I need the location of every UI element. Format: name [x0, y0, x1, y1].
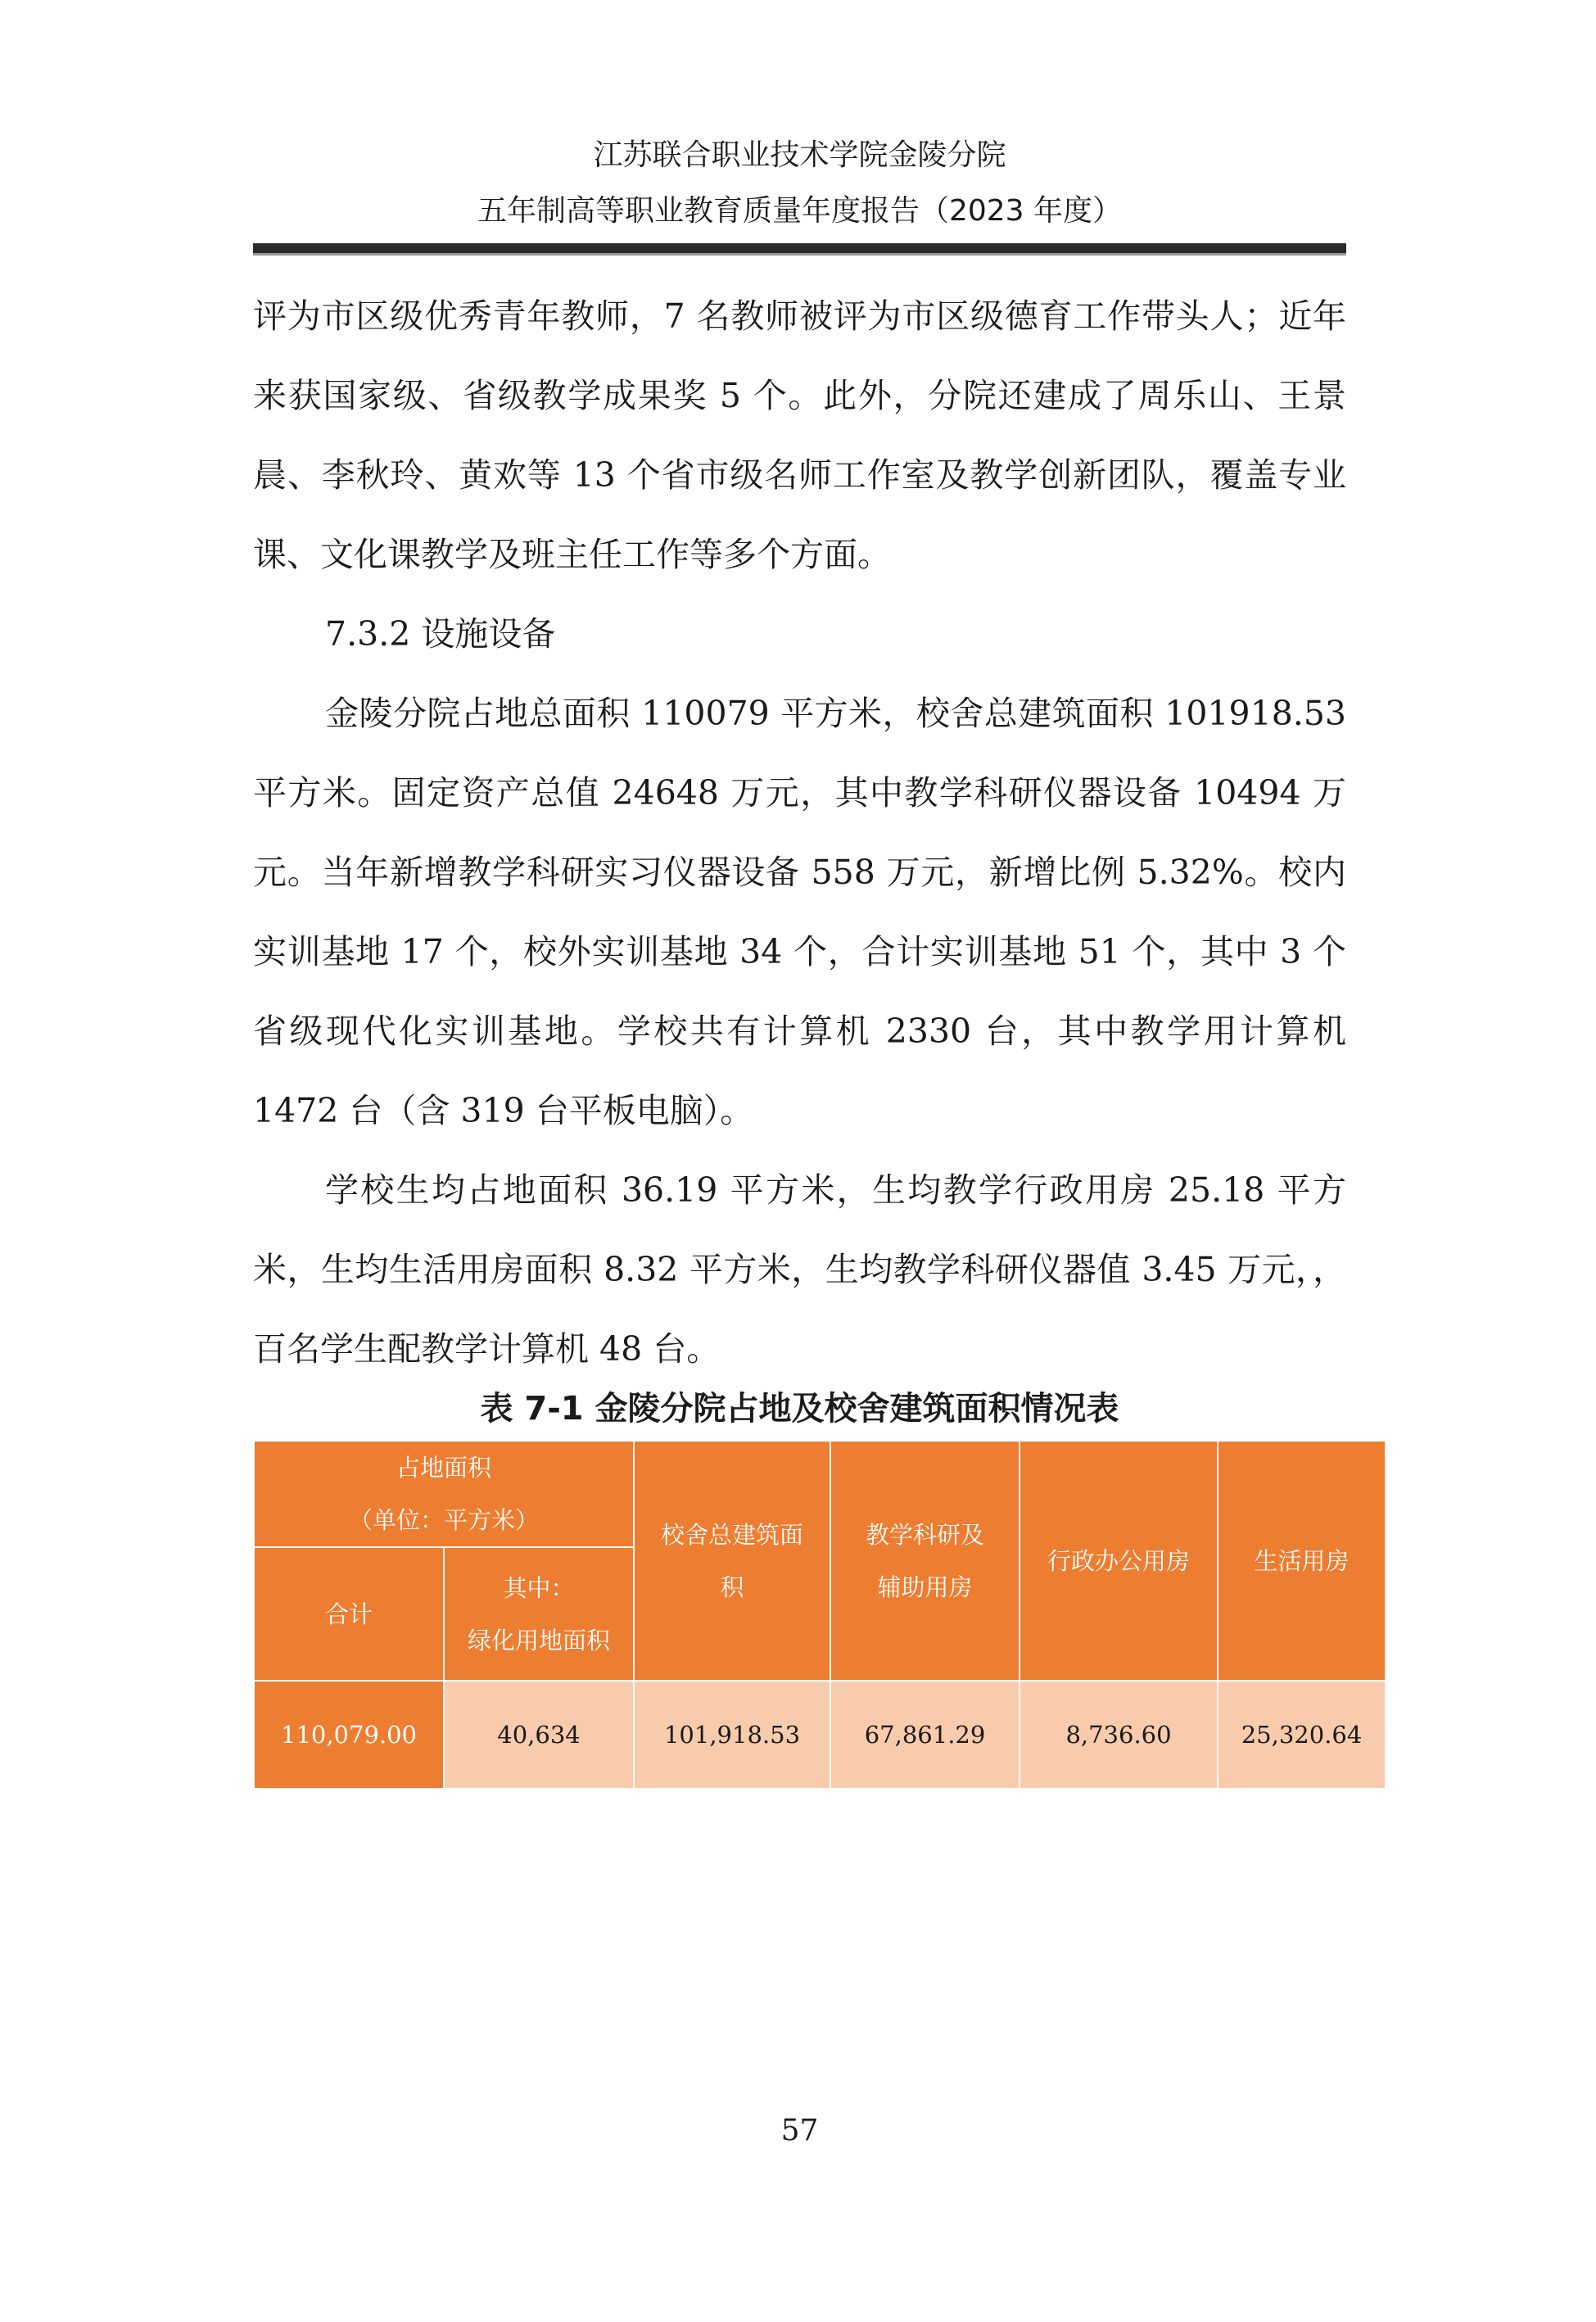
area-table [253, 1440, 1386, 1790]
header-total: 合计 [254, 1547, 444, 1681]
paragraph: 评为市区级优秀青年教师，7 名教师被评为市区级德育工作带头人；近年来获国家级、省级教学成果奖 5 个。此外，分院还建成了周乐山、王景晨、李秋玲、黄欢等 13 个省市级名师工作室及教学创新团队，覆盖专业课、文化课教学及班主任工作等多个方面。 [253, 296, 1346, 574]
header-report-title: 五年制高等职业教育质量年度报告（2023 年度） [477, 194, 1123, 228]
cell-green-area: 40,634 [444, 1681, 634, 1789]
header-living-rooms: 生活用房 [1218, 1441, 1386, 1681]
cell-admin-rooms: 8,736.60 [1020, 1681, 1218, 1789]
header-building-area: 校舍总建筑面 积 [634, 1441, 830, 1681]
paragraph: 学校生均占地面积 36.19 平方米，生均教学行政用房 25.18 平方米，生均生活用房面积 8.32 平方米，生均教学科研仪器值 3.45 万元，，百名学生配教学计算机 48 台。 [253, 1170, 1346, 1369]
header-admin-rooms: 行政办公用房 [1020, 1441, 1218, 1681]
page-number: 57 [780, 2114, 819, 2148]
section-heading: 7.3.2 设施设备 [325, 614, 556, 654]
cell-total: 110,079.00 [254, 1681, 444, 1789]
body-text [253, 277, 1346, 1389]
header-green-area: 其中： 绿化用地面积 [444, 1547, 634, 1681]
paragraph: 金陵分院占地总面积 110079 平方米，校舍总建筑面积 101918.53 平方米。固定资产总值 24648 万元，其中教学科研仪器设备 10494 万元。当年新增教学科研实习仪器设备 558 万元，新增比例 5.32%。校内实训基地 17 个，校外实训基地 34 个，合计实训基地 51 个，其中 3 个省级现代化实训基地。学校共有计算机 2330 台，其中教学用计算机 1472 台（含 319 台平板电脑）。 [253, 694, 1346, 1130]
header-divider [253, 243, 1346, 256]
header-research-rooms: 教学科研及 辅助用房 [830, 1441, 1020, 1681]
cell-living-rooms: 25,320.64 [1218, 1681, 1386, 1789]
table-caption: 表 7-1 金陵分院占地及校舍建筑面积情况表 [480, 1390, 1119, 1428]
header-school-name: 江苏联合职业技术学院金陵分院 [593, 138, 1006, 172]
cell-building-area: 101,918.53 [634, 1681, 830, 1789]
header-land-area: 占地面积 （单位：平方米） [254, 1441, 634, 1547]
cell-research-rooms: 67,861.29 [830, 1681, 1020, 1789]
report-header [253, 131, 1346, 236]
